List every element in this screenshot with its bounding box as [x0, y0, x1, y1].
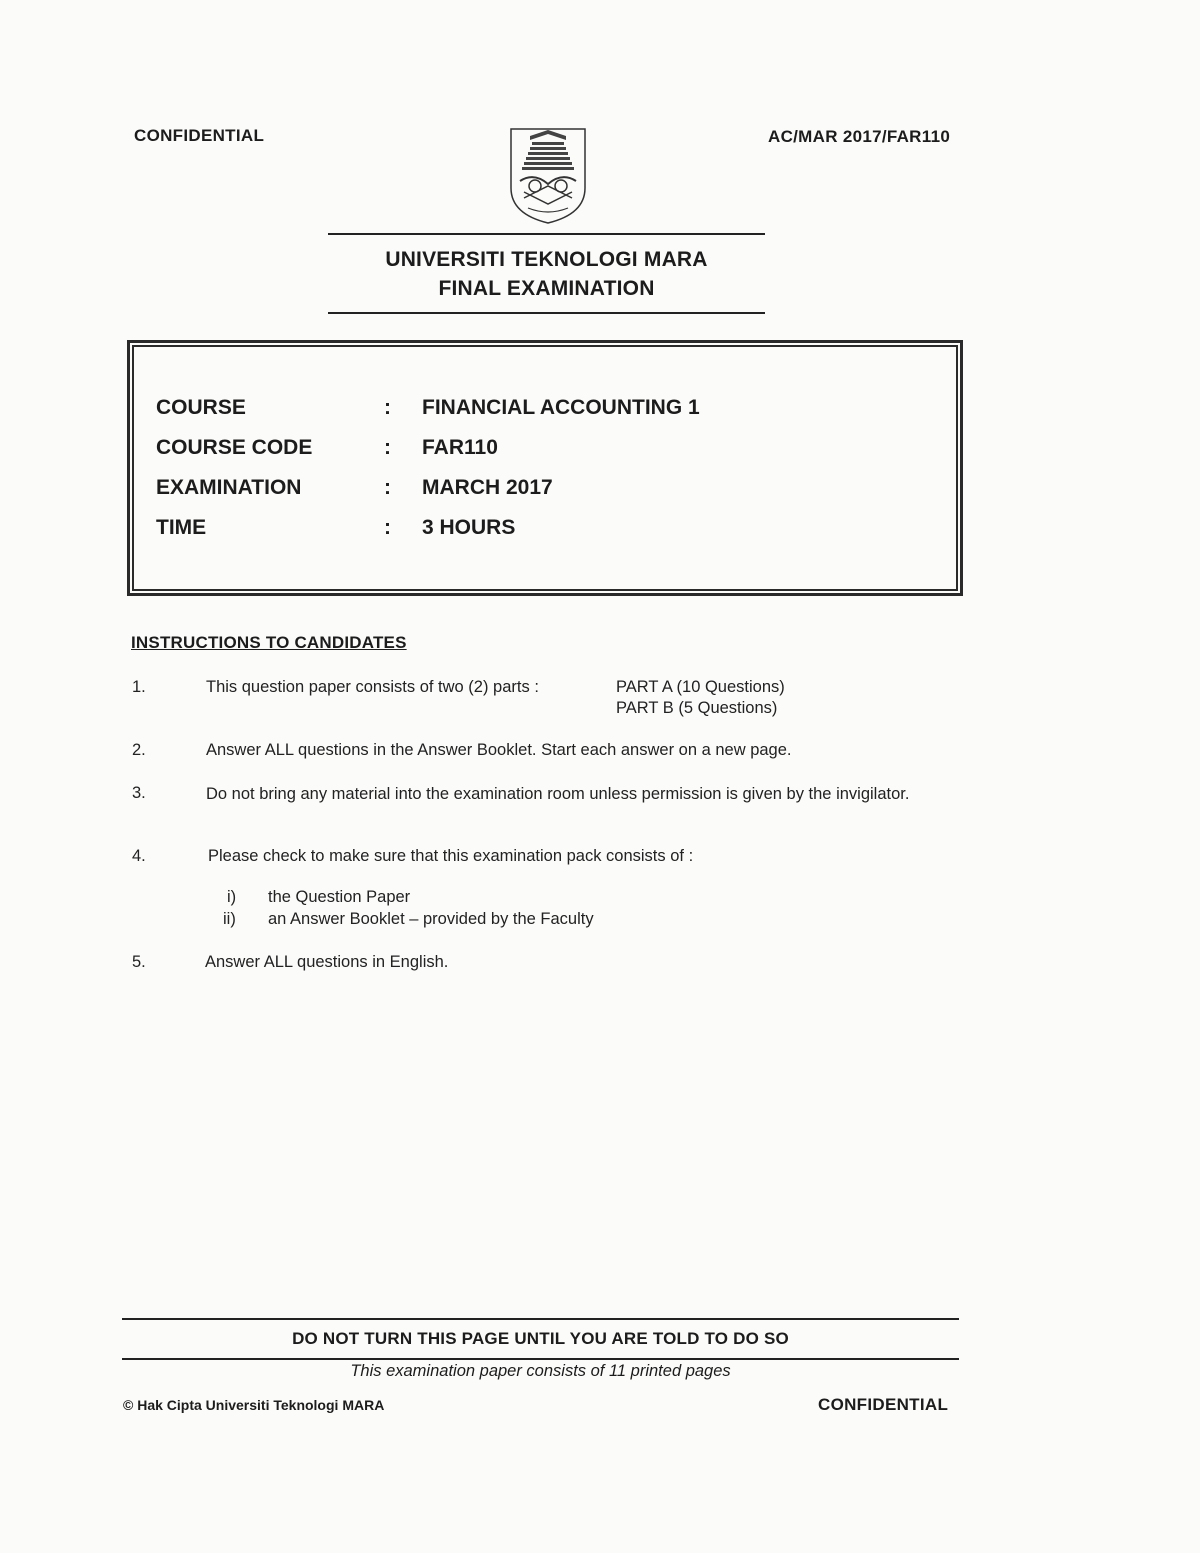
separator: : [384, 476, 391, 499]
university-name: UNIVERSITI TEKNOLOGI MARA [385, 248, 708, 271]
instruction-number: 1. [132, 678, 146, 696]
course-info-box [127, 340, 963, 596]
separator: : [384, 436, 391, 459]
instruction-2-text: Answer ALL questions in the Answer Booklet. Start each answer on a new page. [206, 741, 792, 759]
instruction-5-text: Answer ALL questions in English. [205, 953, 449, 971]
time-value: 3 HOURS [422, 516, 516, 539]
sub-item-answer-booklet: an Answer Booklet – provided by the Faculty [268, 910, 594, 928]
course-code-value: FAR110 [422, 436, 498, 459]
footer-top-rule [122, 1318, 959, 1320]
sub-item-number: ii) [223, 910, 236, 928]
sub-item-question-paper: the Question Paper [268, 888, 411, 906]
instructions-title: INSTRUCTIONS TO CANDIDATES [131, 633, 407, 652]
course-code-row [156, 436, 936, 466]
sub-item-number: i) [227, 888, 237, 906]
do-not-turn-warning: DO NOT TURN THIS PAGE UNTIL YOU ARE TOLD TO DO SO [292, 1329, 789, 1348]
instruction-1-text: This question paper consists of two (2) parts : [206, 678, 539, 696]
header-reference-code: AC/MAR 2017/FAR110 [768, 127, 951, 146]
examination-value: MARCH 2017 [422, 476, 553, 499]
course-row [156, 396, 936, 426]
header-confidential: CONFIDENTIAL [134, 126, 265, 145]
separator: : [384, 396, 391, 419]
part-b-label: PART B (5 Questions) [616, 699, 778, 717]
time-label: TIME [156, 516, 207, 539]
page-count-note: This examination paper consists of 11 printed pages [350, 1362, 731, 1380]
instruction-number: 5. [132, 953, 146, 971]
examination-row [156, 476, 936, 506]
title-block [328, 233, 765, 315]
footer-confidential: CONFIDENTIAL [818, 1395, 949, 1414]
exam-title: FINAL EXAMINATION [438, 277, 655, 300]
instruction-number: 4. [132, 847, 146, 865]
separator: : [384, 516, 391, 539]
copyright-notice: © Hak Cipta Universiti Teknologi MARA [123, 1397, 385, 1413]
time-row [156, 516, 936, 546]
title-top-rule [328, 233, 765, 235]
instruction-4-text: Please check to make sure that this examination pack consists of : [208, 847, 694, 865]
instruction-number: 2. [132, 741, 146, 759]
course-value: FINANCIAL ACCOUNTING 1 [422, 396, 700, 419]
title-bottom-rule [328, 312, 765, 314]
examination-label: EXAMINATION [156, 476, 302, 499]
part-a-label: PART A (10 Questions) [616, 678, 785, 696]
instruction-3-text: Do not bring any material into the examination room unless permission is given by the invigilator. [206, 785, 910, 803]
instruction-number: 3. [132, 784, 146, 802]
university-crest-icon [508, 126, 588, 226]
course-label: COURSE [156, 396, 246, 419]
footer-bottom-rule [122, 1358, 959, 1360]
course-code-label: COURSE CODE [156, 436, 313, 459]
